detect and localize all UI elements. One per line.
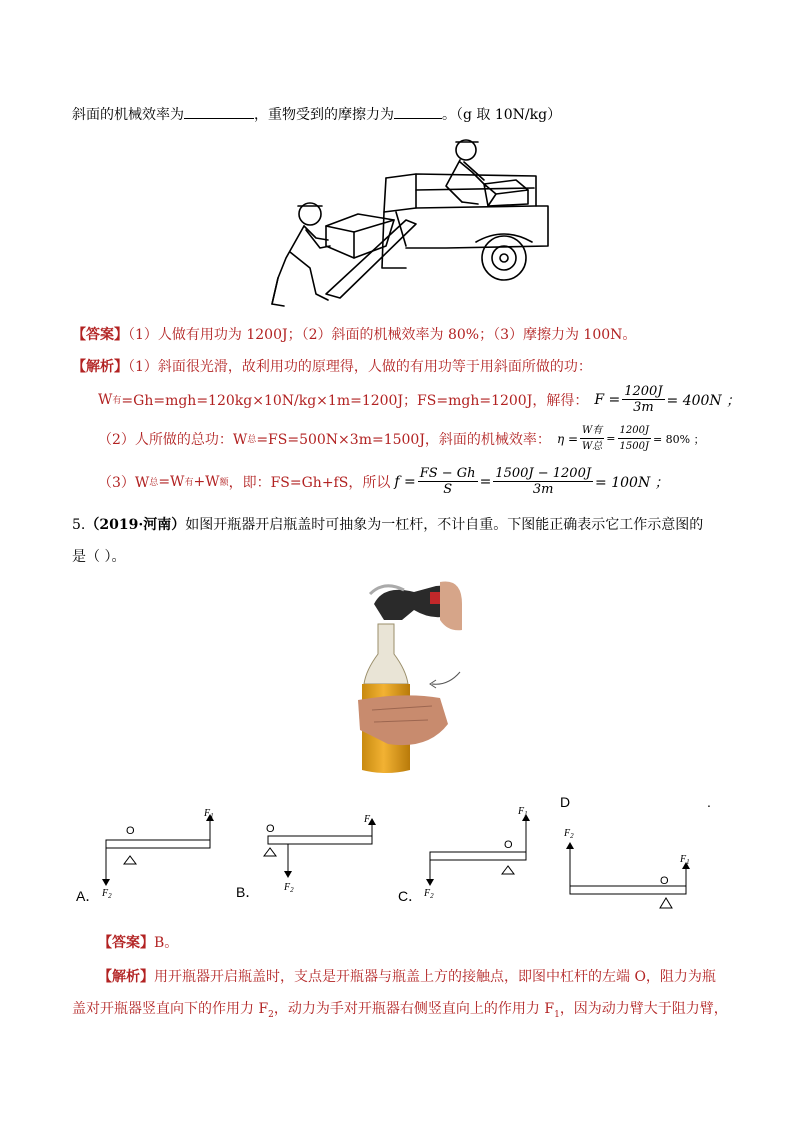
pivot-o-b: O	[266, 823, 275, 835]
option-d-label: D	[560, 794, 571, 810]
analysis5-line2: 盖对开瓶器竖直向下的作用力 $F_2$，动力为手对开瓶器右侧竖直向上的作用力 $F_1$，因为动力臂大于阻力臂，	[72, 1001, 728, 1020]
question4-tail: 斜面的机械效率为 ，重物受到的摩擦力为 。（g 取 10N/kg）	[72, 107, 562, 123]
analysis5-line1: 【解析】用开瓶器开启瓶盖时，支点是开瓶器与瓶盖上方的接触点，即图中杠杆的左端 O，阻力为瓶	[98, 969, 716, 985]
option-c-label: C．	[398, 888, 423, 904]
pivot-o-a: O	[126, 825, 135, 837]
pivot-o-c: O	[504, 839, 513, 851]
analysis4-line1: 【解析】（1）斜面很光滑，故利用功的原理得，人做的有用功等于用斜面所做的功：	[72, 359, 592, 375]
svg-text:F1: $F_1$	[518, 806, 528, 818]
answer5: 【答案】B。	[98, 935, 179, 951]
efficiency-blank	[184, 106, 254, 119]
option-a-label: A．	[76, 888, 100, 904]
fraction-friction-numeric: $\frac{1500J - 1200J}{3m}$	[495, 466, 592, 497]
fraction-force: $\frac{1200J}{3m}$	[624, 384, 663, 415]
svg-text:F1: $F_1$	[364, 814, 374, 826]
option-b-label: B．	[236, 884, 260, 900]
fraction-friction-symbolic: $\frac{FS - Gh}{S}$	[419, 466, 476, 497]
fraction-efficiency: $\frac{1200J}{1500J}$	[619, 425, 649, 452]
svg-text:F2: $F_2$	[102, 888, 112, 898]
bottle-opener-photo	[344, 574, 462, 776]
svg-text:F2: $F_2$	[424, 888, 434, 898]
pivot-o-d: O	[660, 875, 669, 887]
svg-text:F1: $F_1$	[680, 854, 690, 866]
lever-diagram-a	[98, 806, 222, 898]
question5-line1: 5.（2019·河南）如图开瓶器开启瓶盖时可抽象为一杠杆，不计自重。下图能正确表示它工作示意图的	[72, 517, 704, 533]
lever-diagram-d	[558, 822, 702, 914]
lever-diagram-b	[258, 812, 384, 892]
truck-ramp-illustration	[266, 128, 556, 310]
option-d-dot: .	[707, 794, 711, 810]
svg-text:F1: $F_1$	[204, 808, 214, 820]
question5-line2: 是（ ）。	[72, 549, 126, 565]
analysis4-line3: （2）人所做的总功：W 总 =FS=500N×3m=1500J，斜面的机械效率： η = $\frac{\text{W有}}{\text{W总}}$ = $\frac{1200J}{1500J}$ = 80% ；	[98, 425, 705, 452]
svg-text:F2: $F_2$	[284, 882, 294, 892]
fraction-work: $\frac{\text{W有}}{\text{W总}}$	[582, 425, 603, 452]
analysis4-line4: （3）W 总 =W 有 +W 额 ，即：FS=Gh+fS，所以 f = $\frac{FS - Gh}{S}$ = $\frac{1500J - 1200J}{3m}$ = 100N ；	[98, 466, 669, 497]
friction-blank	[394, 106, 442, 119]
svg-text:F2: $F_2$	[564, 828, 574, 840]
analysis4-line2: W 有 =Gh=mgh=120kg×10N/kg×1m=1200J；FS=mgh=1200J，解得： F = $\frac{1200J}{3m}$ = 400N ；	[98, 384, 741, 415]
lever-diagram-c	[418, 802, 538, 898]
answer4: 【答案】（1）人做有用功为 1200J；（2）斜面的机械效率为 80%；（3）摩擦力为 100N。	[72, 327, 637, 343]
